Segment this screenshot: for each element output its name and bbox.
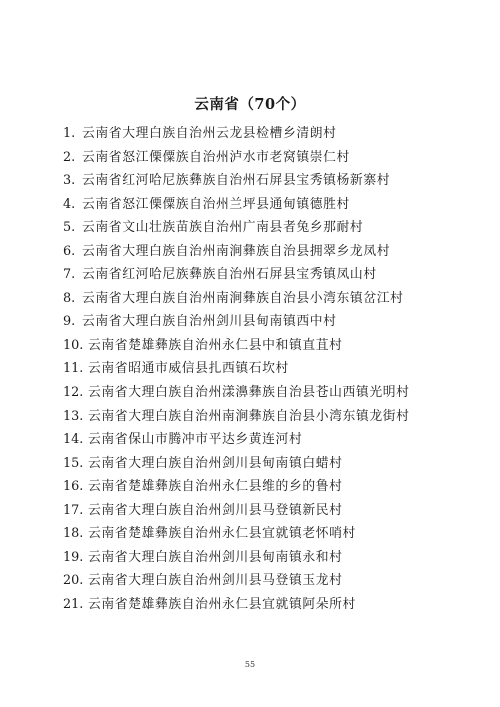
list-item-number: 16.	[63, 479, 84, 495]
list-item-number: 3.	[63, 173, 76, 189]
list-item-number: 18.	[63, 526, 84, 542]
list-item	[63, 357, 483, 381]
list-item	[63, 452, 483, 476]
list-item-number: 7.	[63, 267, 76, 283]
list-item-text: 云南省大理白族自治州剑川县甸南镇永和村	[88, 549, 343, 565]
list-item	[63, 122, 483, 146]
list-item-text: 云南省大理白族自治州南涧彝族自治县小湾东镇龙街村	[88, 408, 410, 424]
list-item	[63, 146, 483, 170]
list-item-text: 云南省大理白族自治州南涧彝族自治县小湾东镇岔江村	[82, 290, 404, 306]
list-item	[63, 428, 483, 452]
list-item-number: 19.	[63, 549, 84, 565]
list-item-text: 云南省大理白族自治州南涧彝族自治县拥翠乡龙凤村	[82, 243, 391, 259]
list-item-number: 9.	[63, 314, 76, 330]
list-item-number: 10.	[63, 337, 84, 353]
list-item	[63, 499, 483, 523]
list-item-number: 1.	[63, 126, 76, 141]
list-item-number: 12.	[63, 385, 84, 401]
list-item	[63, 593, 483, 617]
list-item-number: 8.	[63, 290, 76, 306]
list-item-number: 4.	[63, 196, 76, 212]
list-item-number: 5.	[63, 220, 76, 236]
list-item	[63, 263, 483, 287]
list-item-text: 云南省大理白族自治州漾濞彝族自治县苍山西镇光明村	[88, 385, 410, 401]
page-number: 55	[244, 660, 256, 669]
list-item-text: 云南省大理白族自治州剑川县马登镇玉龙村	[88, 573, 343, 589]
list-item-text: 云南省文山壮族苗族自治州广南县者兔乡那耐村	[82, 220, 364, 236]
list-item	[63, 216, 483, 240]
list-item-number: 11.	[63, 361, 84, 377]
list-item-number: 21.	[63, 596, 84, 612]
list-item	[63, 405, 483, 429]
list-item-text: 云南省大理白族自治州剑川县甸南镇白蜡村	[88, 455, 343, 471]
list-item	[63, 475, 483, 499]
list-item-text: 云南省怒江傈僳族自治州泸水市老窝镇崇仁村	[82, 149, 350, 165]
list-item-text: 云南省红河哈尼族彝族自治州石屏县宝秀镇凤山村	[82, 267, 377, 283]
list-item	[63, 193, 483, 217]
list-item	[63, 522, 483, 546]
list-item	[63, 287, 483, 311]
list-item-text: 云南省怒江傈僳族自治州兰坪县通甸镇德胜村	[82, 196, 350, 212]
list-item-number: 6.	[63, 243, 76, 259]
page-title: 云南省（70个）	[194, 96, 306, 113]
list-item-text: 云南省楚雄彝族自治州永仁县维的乡的鲁村	[88, 479, 343, 495]
list-item-text: 云南省楚雄彝族自治州永仁县中和镇直苴村	[88, 337, 343, 353]
list-item-text: 云南省大理白族自治州云龙县检槽乡清朗村	[82, 126, 337, 141]
list-item-text: 云南省红河哈尼族彝族自治州石屏县宝秀镇杨新寨村	[82, 173, 391, 189]
list-item-text: 云南省楚雄彝族自治州永仁县宜就镇老怀哨村	[88, 526, 356, 542]
list-item-text: 云南省昭通市威信县扎西镇石坎村	[88, 361, 289, 377]
list-item-text: 云南省大理白族自治州剑川县甸南镇西中村	[82, 314, 337, 330]
list-item	[63, 169, 483, 193]
list-item	[63, 334, 483, 358]
list-item-number: 13.	[63, 408, 84, 424]
village-list	[63, 122, 483, 616]
list-item	[63, 569, 483, 593]
list-item-number: 20.	[63, 573, 84, 589]
list-item-text: 云南省大理白族自治州剑川县马登镇新民村	[88, 502, 343, 518]
list-item-text: 云南省保山市腾冲市平达乡黄连河村	[88, 432, 303, 448]
list-item-number: 17.	[63, 502, 84, 518]
list-item-text: 云南省楚雄彝族自治州永仁县宜就镇阿朵所村	[88, 596, 356, 612]
list-item	[63, 240, 483, 264]
list-item-number: 14.	[63, 432, 84, 448]
list-item-number: 2.	[63, 149, 76, 165]
list-item	[63, 381, 483, 405]
list-item-number: 15.	[63, 455, 84, 471]
list-item	[63, 546, 483, 570]
list-item	[63, 310, 483, 334]
